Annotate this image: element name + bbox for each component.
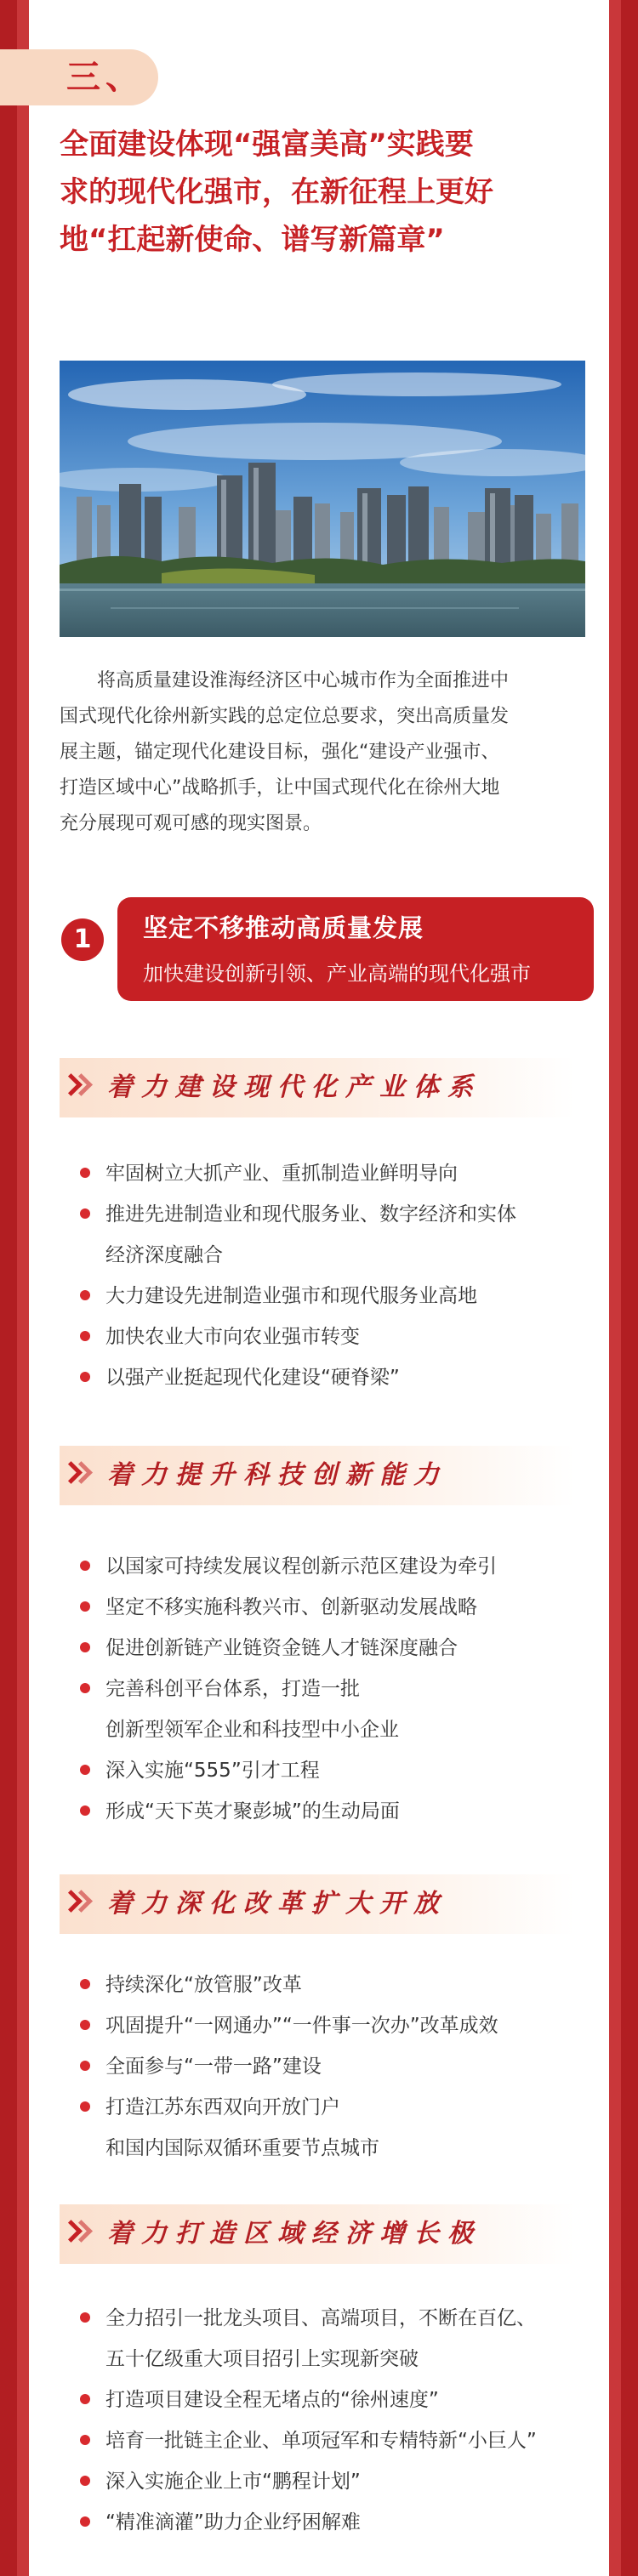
bullet-dot-icon: [80, 2101, 90, 2112]
bullet-dot-icon: [80, 2020, 90, 2030]
subsection-heading-text: 着力建设现代化产业体系: [107, 1072, 481, 1102]
bullet-dot-icon: [80, 1683, 90, 1693]
subsection-heading-text: 着力提升科技创新能力: [107, 1460, 447, 1490]
list-item-text: 全力招引一批龙头项目、高端项目，不断在百亿、: [105, 2307, 536, 2329]
goal-subtitle: 加快建设创新引领、产业高端的现代化强市: [143, 962, 531, 986]
city-skyline-illustration: [60, 361, 585, 637]
bullet-dot-icon: [80, 1805, 90, 1816]
intro-paragraph: [60, 663, 585, 842]
headline-line: 求的现代化强市，在新征程上更好: [60, 175, 493, 209]
goal-number-badge: 1: [61, 918, 104, 961]
right-frame-strip: [609, 0, 621, 2576]
list-item-text: 持续深化“放管服”改革: [105, 1974, 302, 1996]
list-item-text: 牢固树立大抓产业、重抓制造业鲜明导向: [105, 1163, 458, 1185]
subsection-heading-text: 着力深化改革扩大开放: [107, 1889, 447, 1919]
bullet-dot-icon: [80, 1601, 90, 1612]
list-item-text: 打造项目建设全程无堵点的“徐州速度”: [105, 2389, 439, 2411]
bullet-dot-icon: [80, 1765, 90, 1775]
section-headline: [60, 121, 587, 264]
goal-title: 坚定不移推动高质量发展: [143, 913, 424, 942]
intro-line: 打造区域中心”战略抓手，让中国式现代化在徐州大地: [60, 777, 500, 799]
list-item-text: 深入实施“555”引才工程: [105, 1760, 320, 1782]
bullet-dot-icon: [80, 2061, 90, 2071]
bullet-dot-icon: [80, 2476, 90, 2486]
list-item-text: 坚定不移实施科教兴市、创新驱动发展战略: [105, 1596, 477, 1618]
intro-line: 充分展现可观可感的现实图景。: [60, 813, 322, 834]
intro-line: 展主题，锚定现代化建设目标，强化“建设产业强市、: [60, 742, 500, 763]
list-item-text: 以强产业挺起现代化建设“硬脊梁”: [105, 1367, 400, 1389]
left-frame-strip: [17, 0, 29, 2576]
list-item-text: 完善科创平台体系，打造一批: [105, 1678, 360, 1700]
intro-line: 国式现代化徐州新实践的总定位总要求，突出高质量发: [60, 706, 510, 727]
list-item-text: 巩固提升“一网通办”“一件事一次办”改革成效: [105, 2015, 498, 2037]
bullet-dot-icon: [80, 1561, 90, 1571]
bullet-dot-icon: [80, 2516, 90, 2527]
intro-line: 将高质量建设淮海经济区中心城市作为全面推进中: [97, 670, 510, 691]
bullet-dot-icon: [80, 2394, 90, 2404]
list-item-text: 五十亿级重大项目招引上实现新突破: [105, 2348, 419, 2370]
bullet-dot-icon: [80, 1290, 90, 1300]
goal-banner: [117, 897, 594, 1001]
subsection-heading-reform: [60, 1874, 575, 1934]
city-skyline-photo: [60, 361, 585, 637]
headline-line: 地“扛起新使命、谱写新篇章”: [60, 223, 445, 257]
list-item-text: 培育一批链主企业、单项冠军和专精特新“小巨人”: [105, 2430, 537, 2452]
list-item-text: 打造江苏东西双向开放门户: [105, 2096, 340, 2118]
list-item-text: 促进创新链产业链资金链人才链深度融合: [105, 1637, 458, 1659]
bullet-dot-icon: [80, 1372, 90, 1382]
bullet-dot-icon: [80, 1208, 90, 1219]
list-item-text: 形成“天下英才聚彭城”的生动局面: [105, 1800, 400, 1823]
headline-line: 全面建设体现“强富美高”实践要: [60, 128, 474, 162]
list-item-text: 推进先进制造业和现代服务业、数字经济和实体: [105, 1203, 516, 1225]
section-number: 三、: [66, 58, 145, 97]
subsection-heading-innovation: [60, 1446, 575, 1505]
bullet-dot-icon: [80, 1331, 90, 1341]
list-item-text: 全面参与“一带一路”建设: [105, 2056, 322, 2078]
list-item-text: 深入实施企业上市“鹏程计划”: [105, 2471, 361, 2493]
list-item-text: 和国内国际双循环重要节点城市: [105, 2137, 379, 2159]
bullet-dot-icon: [80, 1979, 90, 1989]
list-item-text: 创新型领军企业和科技型中小企业: [105, 1719, 399, 1741]
subsection-heading-growth: [60, 2204, 575, 2264]
list-item-text: “精准滴灌”助力企业纾困解难: [105, 2511, 361, 2533]
bullet-dot-icon: [80, 1168, 90, 1178]
list-item-text: 以国家可持续发展议程创新示范区建设为牵引: [105, 1555, 497, 1578]
bullet-dot-icon: [80, 2312, 90, 2323]
subsection-heading-industry: [60, 1058, 575, 1117]
list-item-text: 大力建设先进制造业强市和现代服务业高地: [105, 1285, 477, 1307]
list-item-text: 经济深度融合: [105, 1244, 223, 1266]
bullet-dot-icon: [80, 1642, 90, 1652]
subsection-heading-text: 着力打造区域经济增长极: [107, 2219, 481, 2249]
bullet-dot-icon: [80, 2435, 90, 2445]
list-item-text: 加快农业大市向农业强市转变: [105, 1326, 360, 1348]
